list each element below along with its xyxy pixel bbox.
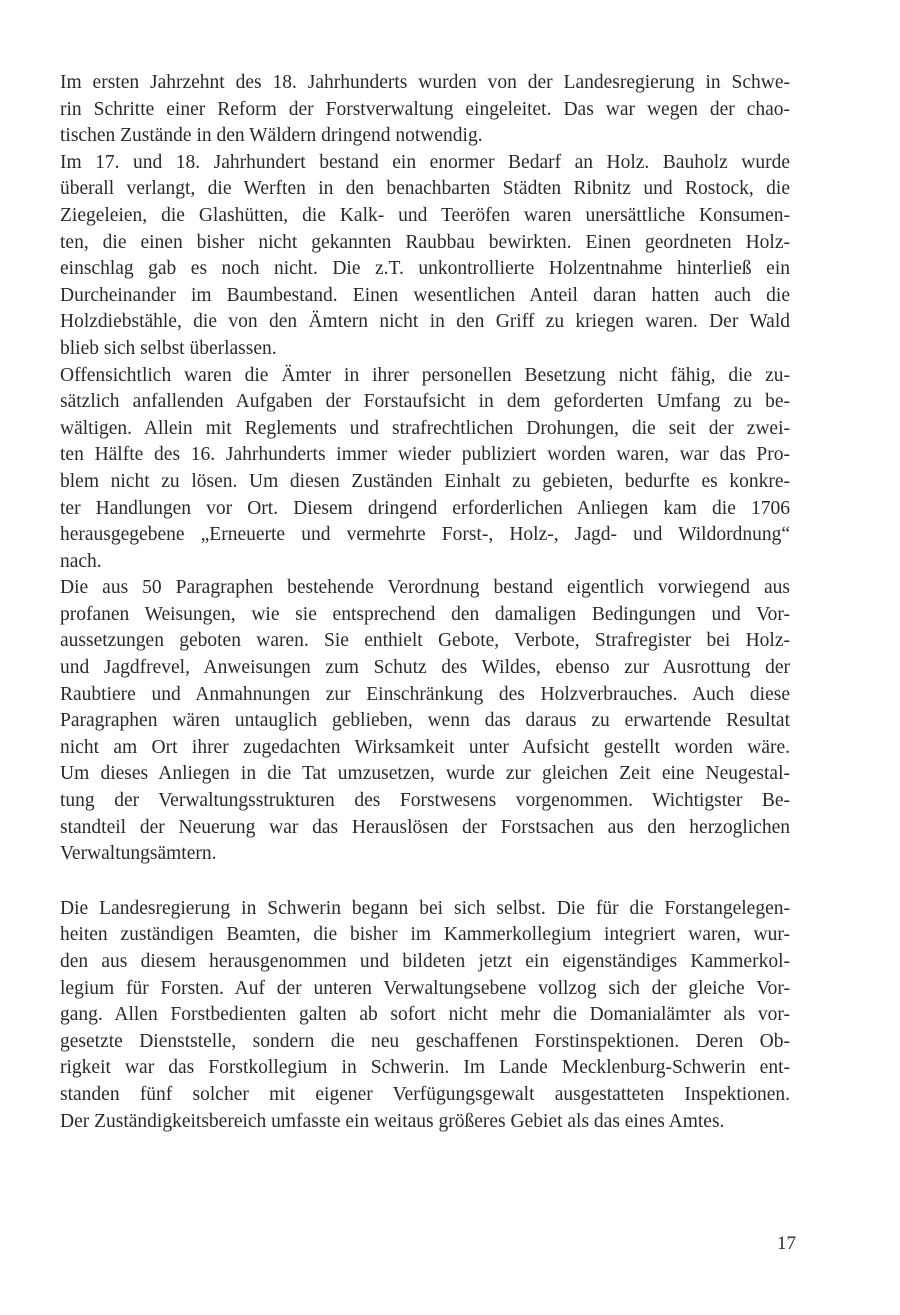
text-line: standen fünf solcher mit eigener Verfügungsgewalt ausgestatteten Inspektionen. (60, 1083, 790, 1105)
text-line: Im 17. und 18. Jahrhundert bestand ein enormer Bedarf an Holz. Bauholz wurde (60, 151, 790, 173)
text-line: nach. (60, 550, 102, 572)
text-line: blem nicht zu lösen. Um diesen Zuständen Einhalt zu gebieten, bedurfte es konkre- (60, 470, 790, 492)
paragraph-ordinance-content (60, 575, 790, 868)
text-line: ten, die einen bisher nicht gekannten Raubbau bewirkten. Einen geordneten Holz- (60, 231, 790, 253)
text-line: nicht am Ort ihrer zugedachten Wirksamkeit unter Aufsicht gestellt worden wäre. (60, 736, 790, 758)
text-line: Der Zuständigkeitsbereich umfasste ein weitaus größeres Gebiet als das eines Amtes. (60, 1110, 725, 1132)
text-line: gang. Allen Forstbedienten galten ab sofort nicht mehr die Domanialämter als vor- (60, 1004, 790, 1026)
text-line: legium für Forsten. Auf der unteren Verwaltungsebene vollzog sich der gleiche Vor- (60, 977, 790, 999)
text-line: tischen Zustände in den Wäldern dringend notwendig. (60, 125, 483, 147)
text-line: Die aus 50 Paragraphen bestehende Verordnung bestand eigentlich vorwiegend aus (60, 577, 790, 599)
paragraph-wood-demand (60, 150, 790, 363)
text-line: herausgegebene „Erneuerte und vermehrte Forst-, Holz-, Jagd- und Wildordnung“ (60, 524, 790, 546)
text-line: profanen Weisungen, wie sie entsprechend den damaligen Bedingungen und Vor- (60, 603, 790, 625)
paragraph-administration-restructuring (60, 896, 790, 1135)
text-line: Die Landesregierung in Schwerin begann bei sich selbst. Die für die Forstangelegen- (60, 897, 790, 919)
text-line: rigkeit war das Forstkollegium in Schwerin. Im Lande Mecklenburg-Schwerin ent- (60, 1057, 790, 1079)
text-line: Um dieses Anliegen in die Tat umzusetzen, wurde zur gleichen Zeit eine Neugestal- (60, 763, 790, 785)
text-line: rin Schritte einer Reform der Forstverwaltung eingeleitet. Das war wegen der chao- (60, 98, 790, 120)
text-line: Holzdiebstähle, die von den Ämtern nicht in den Griff zu kriegen waren. Der Wald (60, 311, 790, 333)
text-line: heiten zuständigen Beamten, die bisher im Kammerkollegium integriert waren, wur- (60, 924, 790, 946)
text-line: ter Handlungen vor Ort. Diesem dringend erforderlichen Anliegen kam die 1706 (60, 497, 790, 519)
text-line: blieb sich selbst überlassen. (60, 337, 277, 359)
text-line: Offensichtlich waren die Ämter in ihrer personellen Besetzung nicht fähig, die zu- (60, 364, 790, 386)
page-number: 17 (777, 1233, 796, 1254)
text-line: und Jagdfrevel, Anweisungen zum Schutz des Wildes, ebenso zur Ausrottung der (60, 657, 790, 679)
text-line: den aus diesem herausgenommen und bildeten jetzt ein eigenständiges Kammerkol- (60, 951, 790, 972)
text-line: Ziegeleien, die Glashütten, die Kalk- und Teeröfen waren unersättliche Konsumen- (60, 204, 790, 226)
text-line: Verwaltungsämtern. (60, 843, 217, 865)
text-line: Paragraphen wären untauglich geblieben, wenn das daraus zu erwartende Resultat (60, 710, 790, 732)
text-line: sätzlich anfallenden Aufgaben der Forstaufsicht in dem geforderten Umfang zu be- (60, 391, 790, 413)
text-line: Durcheinander im Baumbestand. Einen wesentlichen Anteil daran hatten auch die (60, 284, 790, 306)
text-line: ten Hälfte des 16. Jahrhunderts immer wieder publiziert worden waren, war das Pro- (60, 444, 790, 466)
text-line: Im ersten Jahrzehnt des 18. Jahrhunderts wurden von der Landesregierung in Schwe- (60, 72, 790, 93)
text-line: überall verlangt, die Werften in den benachbarten Städten Ribnitz und Rostock, die (60, 178, 790, 200)
section-gap (60, 868, 790, 896)
text-line: aussetzungen geboten waren. Sie enthielt Gebote, Verbote, Strafregister bei Holz- (60, 630, 790, 652)
text-line: einschlag gab es noch nicht. Die z.T. unkontrollierte Holzentnahme hinterließ ein (60, 258, 790, 280)
text-line: Raubtiere und Anmahnungen zur Einschränkung des Holzverbrauches. Auch diese (60, 683, 790, 705)
page-body (60, 70, 790, 1135)
text-line: tung der Verwaltungsstrukturen des Forstwesens vorgenommen. Wichtigster Be- (60, 790, 790, 812)
paragraph-forest-ordinance (60, 363, 790, 576)
text-line: wältigen. Allein mit Reglements und strafrechtlichen Drohungen, die seit der zwei- (60, 417, 790, 439)
text-line: standteil der Neuerung war das Herauslösen der Forstsachen aus den herzoglichen (60, 816, 790, 838)
text-line: gesetzte Dienststelle, sondern die neu geschaffenen Forstinspektionen. Deren Ob- (60, 1030, 790, 1052)
paragraph-reform-intro (60, 70, 790, 150)
